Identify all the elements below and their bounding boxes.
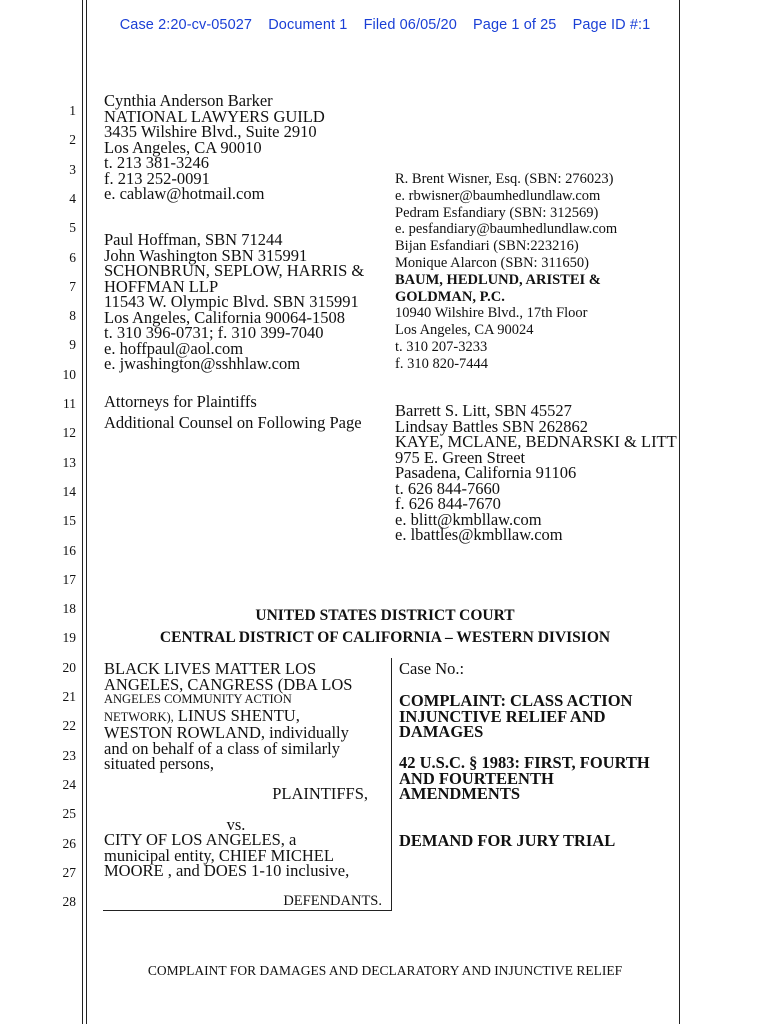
counsel-line: Cynthia Anderson Barker — [104, 91, 273, 110]
counsel-line: R. Brent Wisner, Esq. (SBN: 276023) — [395, 171, 614, 187]
firm-name: GOLDMAN, P.C. — [395, 288, 505, 305]
caption-bottom-rule — [103, 910, 392, 911]
page-id: Page ID #:1 — [572, 17, 651, 33]
line-number: 25 — [62, 806, 76, 822]
counsel-line: t. 626 844-7660 — [395, 478, 500, 498]
party-line: NETWORK), — [104, 709, 174, 724]
complaint-title — [399, 693, 632, 740]
line-number: 7 — [69, 278, 76, 294]
counsel-line: e. lbattles@kmbllaw.com — [395, 525, 563, 544]
party-line: WESTON ROWLAND, individually — [104, 723, 349, 742]
line-number: 24 — [62, 776, 76, 792]
counsel-barker — [104, 93, 325, 202]
firm-name: HOFFMAN LLP — [104, 276, 219, 296]
counsel-line: f. 310 820-7444 — [395, 355, 489, 372]
page-count: Page 1 of 25 — [473, 17, 557, 33]
counsel-line: Pedram Esfandiary (SBN: 312569) — [395, 204, 599, 221]
line-number: 8 — [69, 308, 76, 324]
line-number: 9 — [69, 337, 76, 353]
line-number: 18 — [62, 601, 76, 617]
counsel-line: e. rbwisner@baumhedlundlaw.com — [395, 187, 601, 204]
line-number: 11 — [63, 396, 76, 411]
counsel-line: 11543 W. Olympic Blvd. SBN 315991 — [104, 292, 359, 311]
complaint-line: DAMAGES — [399, 722, 484, 741]
statute-line: AND FOURTEENTH — [399, 768, 554, 788]
line-number: 20 — [62, 659, 76, 675]
line-number: 5 — [69, 220, 76, 236]
statute-line: AMENDMENTS — [399, 784, 521, 803]
page-footer: COMPLAINT FOR DAMAGES AND DECLARATORY AND INJUNCTIVE RELIEF — [147, 963, 623, 978]
defendants-caption — [104, 832, 349, 879]
line-number: 1 — [69, 103, 76, 118]
counsel-line: 3435 Wilshire Blvd., Suite 2910 — [104, 122, 317, 141]
attorneys-for-plaintiffs: Attorneys for Plaintiffs — [104, 392, 257, 411]
case-number-label: Case No.: — [399, 659, 465, 678]
party-line: and on behalf of a class of similarly — [104, 738, 340, 758]
counsel-line: John Washington SBN 315991 — [104, 245, 308, 265]
counsel-line: 10940 Wilshire Blvd., 17th Floor — [395, 305, 588, 322]
line-number: 6 — [69, 249, 76, 265]
counsel-line: e. jwashington@sshhlaw.com — [104, 354, 301, 373]
party-line: CITY OF LOS ANGELES, a — [104, 830, 297, 849]
jury-demand: DEMAND FOR JURY TRIAL — [399, 831, 616, 850]
line-number: 19 — [62, 630, 76, 646]
line-number: 13 — [62, 454, 76, 470]
counsel-line: NATIONAL LAWYERS GUILD — [104, 106, 325, 126]
caption-divider — [391, 658, 392, 911]
line-number: 23 — [62, 747, 76, 763]
counsel-line: Bijan Esfandiari (SBN:223216) — [395, 238, 579, 255]
line-number: 16 — [62, 542, 76, 558]
versus: vs. — [226, 815, 246, 834]
counsel-litt — [395, 403, 677, 543]
document-number: Document 1 — [268, 17, 348, 33]
counsel-line: Barrett S. Litt, SBN 45527 — [395, 401, 572, 420]
firm-name: BAUM, HEDLUND, ARISTEI & — [395, 271, 601, 288]
counsel-line: Paul Hoffman, SBN 71244 — [104, 230, 283, 249]
counsel-baum — [395, 171, 617, 373]
counsel-line: f. 213 252-0091 — [104, 168, 210, 188]
filed-date: Filed 06/05/20 — [363, 17, 457, 33]
counsel-line: Lindsay Battles SBN 262862 — [395, 416, 588, 436]
line-number: 27 — [62, 864, 76, 880]
counsel-line: Monique Alarcon (SBN: 311650) — [395, 254, 589, 271]
counsel-line: Los Angeles, CA 90010 — [104, 137, 262, 157]
firm-name: KAYE, MCLANE, BEDNARSKI & LITT — [395, 432, 677, 451]
left-margin-rule — [82, 0, 83, 1024]
counsel-line: e. pesfandiary@baumhedlundlaw.com — [395, 221, 618, 238]
line-number: 10 — [62, 366, 76, 382]
counsel-line: Los Angeles, California 90064-1508 — [104, 307, 346, 327]
complaint-line: COMPLAINT: CLASS ACTION — [399, 691, 633, 710]
line-number: 2 — [69, 132, 76, 148]
line-number: 12 — [62, 425, 76, 441]
counsel-line: t. 310 207-3233 — [395, 338, 488, 355]
counsel-line: f. 626 844-7670 — [395, 494, 501, 513]
party-line: BLACK LIVES MATTER LOS — [104, 659, 317, 678]
counsel-line: Los Angeles, CA 90024 — [395, 322, 534, 339]
page-header — [0, 17, 770, 33]
line-number: 22 — [62, 718, 76, 734]
counsel-line: e. blitt@kmbllaw.com — [395, 509, 542, 529]
statute-line: 42 U.S.C. § 1983: FIRST, FOURTH — [399, 753, 650, 772]
counsel-hoffman — [104, 232, 364, 372]
counsel-line: 975 E. Green Street — [395, 447, 526, 467]
counsel-line: t. 213 381-3246 — [104, 153, 209, 172]
plaintiffs-label: PLAINTIFFS, — [272, 784, 368, 803]
counsel-line: e. hoffpaul@aol.com — [104, 338, 244, 358]
case-number: Case 2:20-cv-05027 — [119, 17, 253, 33]
line-number: 17 — [62, 571, 76, 587]
party-line: municipal entity, CHIEF MICHEL — [104, 845, 334, 865]
additional-counsel: Additional Counsel on Following Page — [104, 413, 362, 432]
court-division: CENTRAL DISTRICT OF CALIFORNIA – WESTERN DIVISION — [159, 629, 611, 646]
line-number: 15 — [62, 513, 76, 529]
attorneys-for — [104, 391, 362, 433]
counsel-line: t. 310 396-0731; f. 310 399-7040 — [104, 323, 324, 342]
line-number: 28 — [62, 894, 76, 910]
party-line: situated persons, — [104, 754, 214, 773]
counsel-line: Pasadena, California 91106 — [395, 463, 577, 482]
right-margin-rule — [679, 0, 680, 1024]
party-line: ANGELES COMMUNITY ACTION — [104, 692, 292, 706]
line-number: 14 — [62, 483, 76, 499]
defendants-label: DEFENDANTS. — [283, 893, 382, 909]
line-number: 21 — [62, 689, 76, 704]
counsel-line: e. cablaw@hotmail.com — [104, 184, 265, 203]
party-line: ANGELES, CANGRESS (DBA LOS — [104, 674, 353, 694]
statute-title — [399, 755, 650, 802]
line-number: 3 — [69, 161, 76, 177]
party-line: MOORE , and DOES 1-10 inclusive, — [104, 861, 350, 880]
plaintiffs-caption — [104, 661, 352, 772]
party-line: LINUS SHENTU, — [177, 705, 300, 725]
left-margin-rule-inner — [86, 0, 87, 1024]
line-number: 26 — [62, 835, 76, 851]
firm-name: SCHONBRUN, SEPLOW, HARRIS & — [104, 261, 365, 280]
line-number: 4 — [69, 190, 76, 206]
court-name: UNITED STATES DISTRICT COURT — [255, 607, 515, 624]
complaint-line: INJUNCTIVE RELIEF AND — [399, 706, 606, 726]
